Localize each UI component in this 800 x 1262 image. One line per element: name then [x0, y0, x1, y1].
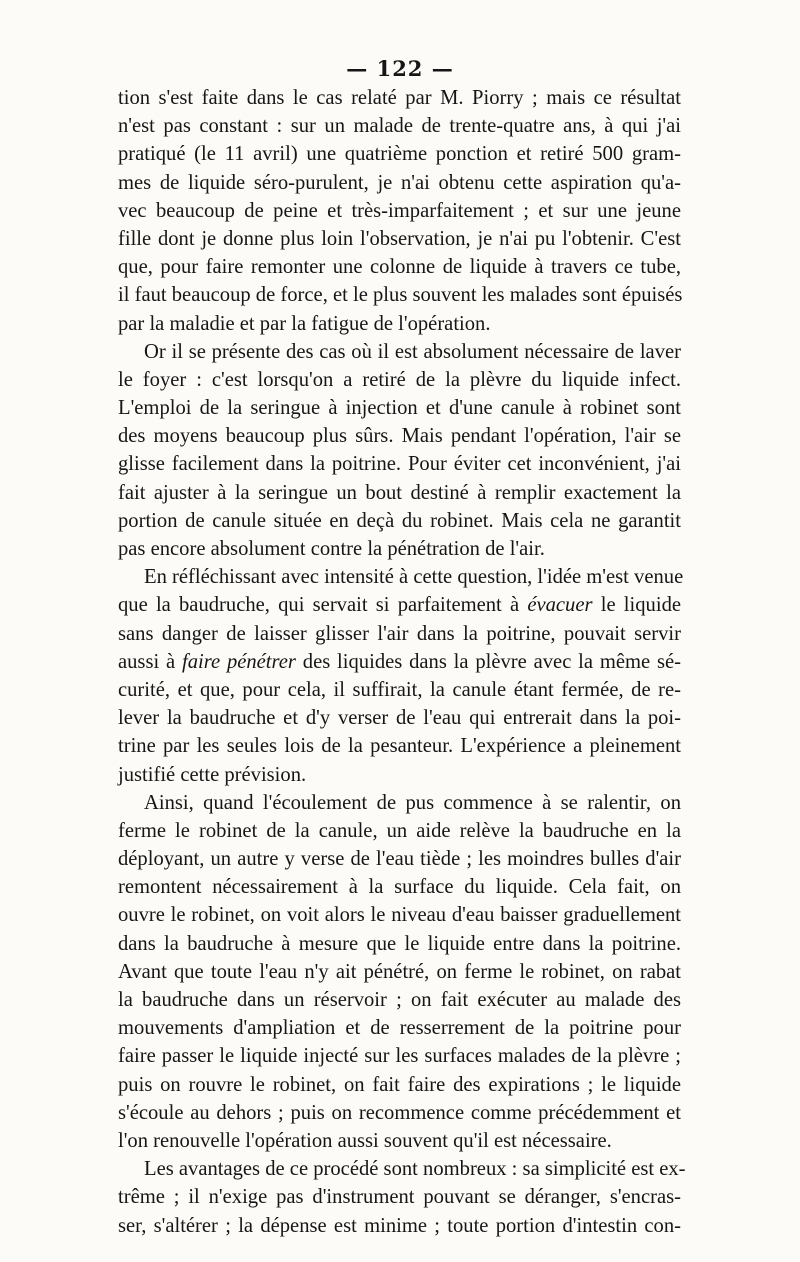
body-text [118, 84, 686, 1240]
text-line: déployant, un autre y verse de l'eau tiède ; les moindres bulles d'air [118, 848, 681, 871]
text-line: ser, s'altérer ; la dépense est minime ; toute portion d'intestin con- [118, 1214, 681, 1237]
text-fragment: des liquides dans la plèvre avec la même sé- [302, 650, 682, 673]
text-line: L'emploi de la seringue à injection et d'une canule à robinet sont [118, 397, 681, 420]
text-line: En réfléchissant avec intensité à cette question, l'idée m'est venue [144, 566, 684, 589]
text-line: trême ; il n'exige pas d'instrument pouvant se déranger, s'encras- [118, 1186, 681, 1209]
text-line: glisse facilement dans la poitrine. Pour éviter cet inconvénient, j'ai [118, 453, 681, 476]
text-line: par la maladie et par la fatigue de l'opération. [118, 312, 491, 335]
italic-term: évacuer [527, 594, 593, 617]
text-line: fille dont je donne plus loin l'observation, je n'ai pu l'obtenir. C'est [118, 227, 681, 250]
text-line: remontent nécessairement à la surface du liquide. Cela fait, on [118, 876, 681, 899]
page-number: — 122 — [346, 56, 454, 81]
text-fragment: aussi à [118, 650, 176, 673]
text-line: mouvements d'ampliation et de resserrement de la poitrine pour [118, 1017, 681, 1040]
text-line: vec beaucoup de peine et très-imparfaitement ; et sur une jeune [118, 199, 681, 222]
text-line: pas encore absolument contre la pénétration de l'air. [118, 538, 545, 560]
text-line: le foyer : c'est lorsqu'on a retiré de la plèvre du liquide infect. [118, 368, 681, 391]
text-fragment: que la baudruche, qui servait si parfaitement à [118, 594, 520, 617]
text-line: il faut beaucoup de force, et le plus souvent les malades sont épuisés [118, 284, 683, 307]
text-fragment: le liquide [600, 594, 682, 617]
text-line: lever la baudruche et d'y verser de l'eau qui entrerait dans la poi- [118, 707, 681, 730]
text-line: ouvre le robinet, on voit alors le niveau d'eau baisser graduellement [118, 904, 681, 927]
text-line: l'on renouvelle l'opération aussi souvent qu'il est nécessaire. [118, 1129, 612, 1152]
text-line: sans danger de laisser glisser l'air dans la poitrine, pouvait servir [118, 622, 681, 645]
text-line: ferme le robinet de la canule, un aide relève la baudruche en la [118, 819, 681, 842]
text-line: mes de liquide séro-purulent, je n'ai obtenu cette aspiration qu'a- [118, 171, 681, 194]
text-line: la baudruche dans un réservoir ; on fait exécuter au malade des [118, 989, 681, 1011]
text-line: Les avantages de ce procédé sont nombreux : sa simplicité est ex- [144, 1158, 686, 1181]
text-line [118, 591, 681, 619]
text-line: dans la baudruche à mesure que le liquide entre dans la poitrine. [118, 932, 681, 955]
text-line: faire passer le liquide injecté sur les surfaces malades de la plèvre ; [118, 1045, 681, 1068]
text-line: Or il se présente des cas où il est absolument nécessaire de laver [144, 340, 681, 363]
text-line: justifié cette prévision. [118, 763, 307, 786]
text-line: s'écoule au dehors ; puis on recommence comme précédemment et [118, 1101, 681, 1124]
text-line: que, pour faire remonter une colonne de liquide à travers ce tube, [118, 256, 681, 279]
text-line: Ainsi, quand l'écoulement de pus commence à se ralentir, on [144, 791, 681, 814]
text-line: n'est pas constant : sur un malade de trente-quatre ans, à qui j'ai [118, 115, 681, 138]
text-line: portion de canule située en deçà du robinet. Mais cela ne garantit [118, 509, 681, 532]
text-line: des moyens beaucoup plus sûrs. Mais pendant l'opération, l'air se [118, 425, 681, 448]
text-line: Avant que toute l'eau n'y ait pénétré, on ferme le robinet, on rabat [118, 960, 681, 983]
text-line: trine par les seules lois de la pesanteur. L'expérience a pleinement [118, 735, 681, 758]
text-line: puis on rouvre le robinet, on fait faire des expirations ; le liquide [118, 1073, 681, 1096]
text-line [118, 648, 681, 676]
text-line: pratiqué (le 11 avril) une quatrième ponction et retiré 500 gram- [118, 143, 681, 166]
text-line: tion s'est faite dans le cas relaté par M. Piorry ; mais ce résultat [118, 87, 681, 109]
text-line: fait ajuster à la seringue un bout destiné à remplir exactement la [118, 481, 681, 504]
text-line: curité, et que, pour cela, il suffirait, la canule étant fermée, de re- [118, 678, 681, 701]
italic-term: faire pénétrer [181, 650, 296, 673]
